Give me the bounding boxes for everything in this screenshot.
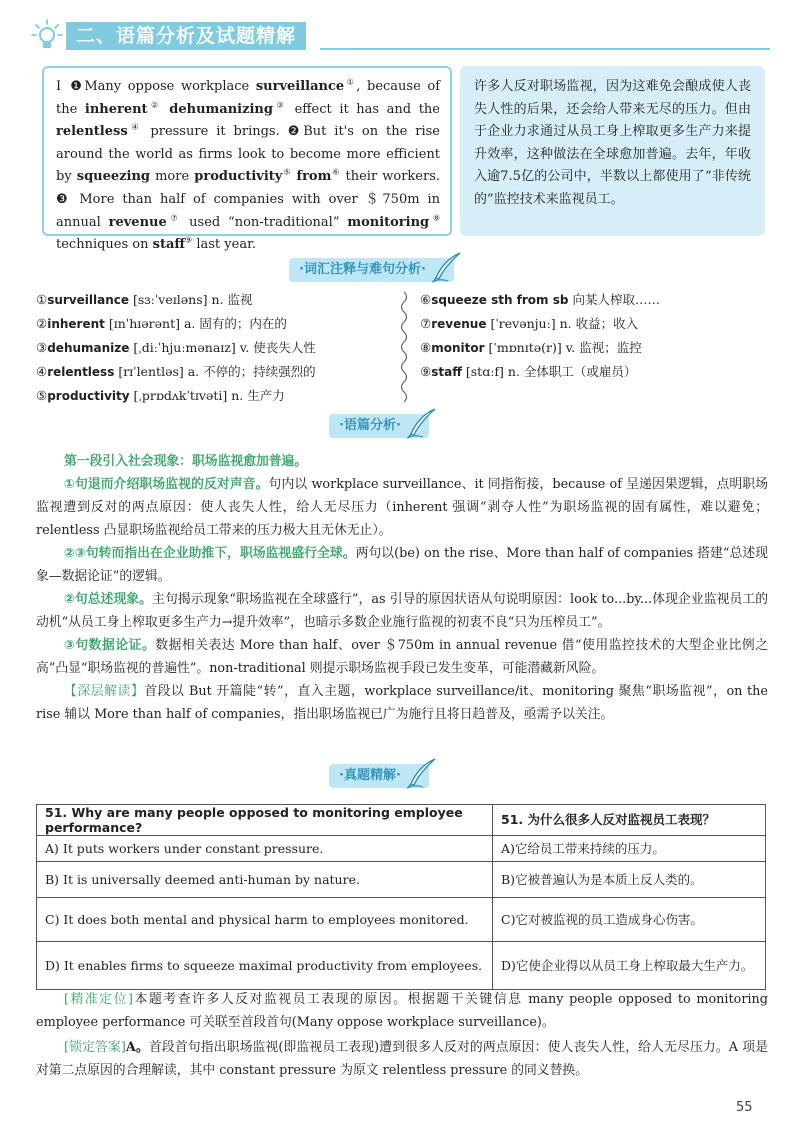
vocab-item [36,336,316,360]
vocab-word: productivity [194,169,283,185]
vocab-item [420,288,660,312]
analysis-section [36,450,768,726]
vocab-headword: dehumanize [47,341,130,355]
vocab-marker: ④ [127,122,143,132]
vocab-number: ⑥ [420,292,432,307]
vocab-headword: squeeze sth from sb [431,293,569,307]
vocab-word: dehumanizing [169,101,273,117]
vocab-list-left [36,288,316,408]
vocab-item [36,288,316,312]
analysis-paragraph [36,588,768,634]
vocab-definition: 向某人榨取…… [568,292,660,307]
answer-explanation [36,988,768,1084]
table-row [37,836,766,862]
vocab-word: squeezing [76,169,151,185]
vocab-definition: [ˈrevənjuː] n. 收益；收入 [486,316,639,331]
vocab-definition: [rɪˈlentləs] a. 不停的；持续强烈的 [114,364,316,379]
analysis-summary-text: 第一段引入社会现象：职场监视愈加普遍。 [64,454,308,469]
analysis-paragraph [36,542,768,588]
quill-pen-icon [405,756,439,790]
vocab-badge-label: ·词汇注释与难句分析· [299,262,426,277]
analysis-body: 主句揭示现象“职场监视在全球盛行”，as 引导的原因状语从句说明原因：look to...by...体现企业监视员工的动机“从员工身上榨取更多生产力→提升效率”，也暗示多数企业施行监视的初衷不良“只为压榨员工”。 [36,592,768,630]
questions-badge [329,764,429,788]
option-c-en: C) It does both mental and physical harm to employees monitored. [37,898,493,942]
question-stem-zh: 51. 为什么很多人反对监视员工表现？ [493,805,766,836]
vocab-number: ③ [36,340,48,355]
vocab-headword: revenue [431,317,487,331]
analysis-paragraph [36,680,768,726]
table-row [37,805,766,836]
vocab-item [36,312,316,336]
vocab-headword: relentless [47,365,115,379]
analysis-heading: ②句总述现象。 [64,592,153,607]
locate-tag: [精准定位] [64,992,134,1007]
table-row [37,942,766,990]
analysis-badge-label: ·语篇分析· [339,418,401,433]
vocab-marker: ③ [272,100,288,110]
vocab-item [420,360,660,384]
locate-paragraph [36,988,768,1034]
analysis-body: 句内以 workplace surveillance、it 同指衔接，because of 呈递因果逻辑，点明职场监视遭到反对的两点原因：使人丧失人性，给人无尽压力（inherent 强调“剥夺人性”为职场监视的固有属性，难以避免；relentless 凸显职场监视给员工带来的压力极大且无休无止）。 [36,477,768,538]
passage-text: used “non-traditional” [181,214,348,230]
analysis-summary [36,450,768,473]
vocab-word: relentless [56,124,128,140]
page-number: 55 [736,1100,753,1115]
option-d-en: D) It enables firms to squeeze maximal productivity from employees. [37,942,493,990]
binder-chain-decoration [398,290,410,402]
answer-paragraph [36,1036,768,1082]
vocab-number: ④ [36,364,48,379]
table-row [37,862,766,898]
analysis-heading: ②③句转而指出在企业助推下，职场监视盛行全球。 [64,546,356,561]
question-stem-en: 51. Why are many people opposed to monitoring employee performance? [37,805,493,836]
vocab-definition: [ˌprɒdʌkˈtɪvəti] n. 生产力 [129,388,285,403]
analysis-body: 两句以(be) on the rise、More than half of companies 搭建“总述现象—数据论证”的逻辑。 [36,546,768,584]
vocab-number: ① [36,292,48,307]
vocab-headword: productivity [47,389,130,403]
vocab-definition: [stɑːf] n. 全体职工（或雇员） [461,364,637,379]
vocab-definition: [ˈmɒnɪtə(r)] v. 监视；监控 [484,340,642,355]
analysis-paragraph [36,634,768,680]
passage-text: their workers. [340,169,441,185]
passage-text: But it's on the rise around the world as firms look to become more efficient by [56,124,440,185]
option-a-en: A) It puts workers under constant pressure. [37,836,493,862]
vocab-item [36,384,316,408]
passage-text: More than half of companies with over ＄750m in annual [56,191,440,230]
passage-text: techniques on [56,237,153,253]
vocab-word: staff [152,237,186,253]
vocab-definition: [ˌdiːˈhjuːmənaɪz] v. 使丧失人性 [129,340,316,355]
passage-text: Many oppose workplace [84,79,256,94]
vocab-definition: [ɪnˈhɪərənt] a. 固有的；内在的 [104,316,287,331]
passage-text: last year. [192,237,256,253]
section-header [30,18,770,52]
answer-body: 首段首句指出职场监视(即监视员工表现)遭到很多人反对的两点原因：使人丧失人性，给人无尽压力。A 项是对第二点原因的合理解读，其中 constant pressure 为原文 relentless pressure 的同义替换。 [36,1040,768,1078]
quill-pen-icon [430,250,464,284]
answer-tag: [锁定答案] [64,1040,126,1055]
vocab-marker: ⑨ [185,235,193,245]
vocab-item [36,360,316,384]
questions-badge-label: ·真题精解· [339,768,401,783]
vocab-definition: [sɜːˈveɪləns] n. 监视 [129,292,253,307]
vocab-number: ⑧ [420,340,432,355]
vocab-word: inherent [84,101,148,117]
vocab-number: ⑨ [420,364,432,379]
passage-text: effect it has and the [287,101,440,117]
option-a-zh: A)它给员工带来持续的压力。 [493,836,766,862]
analysis-body: 首段以 But 开篇陡“转”，直入主题，workplace surveillance/it、monitoring 聚焦“职场监视”，on the rise 辅以 More than half of companies，指出职场监视已广为施行且将日趋普及，亟需予以关注。 [36,684,768,722]
sentence-2-number: ❷ [287,124,304,140]
section-title: 二、语篇分析及试题精解 [76,25,297,47]
vocab-marker: ① [344,77,357,87]
header-rule [320,48,770,50]
passage-text: pressure it brings. [142,124,280,140]
analysis-heading: ①句退而介绍职场监视的反对声音。 [64,477,269,492]
vocab-badge [289,258,454,282]
vocab-item [420,312,660,336]
quill-pen-icon [405,406,439,440]
answer-letter: A。 [125,1040,149,1055]
passage-box [42,66,452,253]
vocab-headword: monitor [431,341,485,355]
option-d-zh: D)它使企业得以从员工身上榨取最大生产力。 [493,942,766,990]
option-c-zh: C)它对被监视的员工造成身心伤害。 [493,898,766,942]
analysis-badge [329,414,429,438]
section-title-box [66,22,306,50]
vocab-headword: surveillance [47,293,130,307]
analysis-body: 数据相关表达 More than half、over ＄750m in annual revenue 借“使用监控技术的大型企业比例之高”凸显“职场监视的普遍性”。non-traditional 则提示职场监视手段已发生变革，可能潜藏新风险。 [36,638,768,676]
translation-box [460,66,765,236]
paragraph-number: Ⅰ [56,79,64,94]
vocab-headword: staff [431,365,462,379]
deep-reading-tag: 【深层解读】 [64,684,145,699]
passage-text: more [150,169,195,185]
option-b-zh: B)它被普遍认为是本质上反人类的。 [493,862,766,898]
sentence-3-number: ❸ [56,191,72,207]
sentence-1-number: ❶ [70,79,85,94]
analysis-paragraph [36,473,768,542]
analysis-heading: ③句数据论证。 [64,638,156,653]
vocab-marker: ⑧ [429,213,441,223]
vocab-number: ⑤ [36,388,48,403]
vocab-marker: ② [147,100,162,110]
vocab-marker: ⑥ [331,168,341,178]
vocab-word: from [296,169,332,185]
vocab-word: surveillance [255,79,345,94]
vocab-list-right [420,288,660,384]
vocab-marker: ⑤ [282,168,292,178]
vocab-number: ⑦ [420,316,432,331]
vocab-word: revenue [108,214,167,230]
locate-body: 本题考查许多人反对监视员工表现的原因。根据题干关键信息 many people opposed to monitoring employee performance 可关联至首段首句(Many oppose workplace surveillance)。 [36,992,768,1030]
vocab-word: monitoring [347,214,430,230]
passage-text: , because of the [56,79,441,117]
vocab-headword: inherent [47,317,105,331]
vocab-marker: ⑦ [166,213,182,223]
option-b-en: B) It is universally deemed anti-human by nature. [37,862,493,898]
vocab-number: ② [36,316,48,331]
table-row [37,898,766,942]
translation-text: 许多人反对职场监视，因为这难免会酿成使人丧失人性的后果，还会给人带来无尽的压力。但由于企业力求通过从员工身上榨取更多生产力来提升效率，这种做法在全球愈加普遍。去年，年收入逾7.5亿的公司中，半数以上都使用了“非传统的”监控技术来监视员工。 [474,79,751,207]
lightbulb-icon [30,18,64,52]
vocab-item [420,336,660,360]
question-table [36,804,766,990]
